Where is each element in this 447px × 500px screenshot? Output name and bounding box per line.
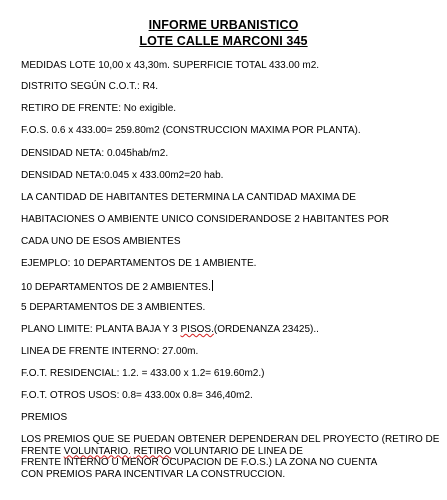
title-line-1: INFORME URBANISTICO	[148, 18, 299, 32]
premios-line-2-e: VOLUNTARIO DE LINEA DE	[171, 445, 303, 457]
inhabitants-line-3: CADA UNO DE ESOS AMBIENTES	[21, 236, 181, 247]
plan-limit-spellcheck-word: PISOS.	[180, 324, 214, 335]
example-line: EJEMPLO: 10 DEPARTAMENTOS DE 1 AMBIENTE.	[21, 258, 257, 269]
front-setback: RETIRO DE FRENTE: No exigible.	[21, 103, 177, 114]
fos-line: F.O.S. 0.6 x 433.00= 259.80m2 (CONSTRUCCION MAXIMA POR PLANTA).	[21, 125, 361, 136]
title-line-2: LOTE CALLE MARCONI 345	[139, 34, 308, 48]
apartments-3-rooms: 5 DEPARTAMENTOS DE 3 AMBIENTES.	[21, 302, 206, 313]
lot-measurements: MEDIDAS LOTE 10,00 x 43,30m. SUPERFICIE TOTAL 433.00 m2.	[21, 60, 320, 71]
premios-line-1: LOS PREMIOS QUE SE PUEDAN OBTENER DEPENDERAN DEL PROYECTO (RETIRO DE	[21, 434, 440, 445]
density-line-2: DENSIDAD NETA:0.045 x 433.00m2=20 hab.	[21, 170, 224, 181]
plan-limit	[21, 324, 319, 336]
plan-limit-text-a: PLANO LIMITE: PLANTA BAJA Y 3	[21, 324, 181, 335]
premios-line-2	[21, 446, 441, 458]
inhabitants-line-1: LA CANTIDAD DE HABITANTES DETERMINA LA CANTIDAD MAXIMA DE	[21, 192, 356, 203]
apartments-2-rooms-text: 10 DEPARTAMENTOS DE 2 AMBIENTES.	[21, 282, 211, 293]
inhabitants-line-2: HABITACIONES O AMBIENTE UNICO CONSIDERANDOSE 2 HABITANTES POR	[21, 214, 390, 225]
fot-other-uses: F.O.T. OTROS USOS: 0.8= 433.00x 0.8= 346,40m2.	[21, 390, 253, 401]
plan-limit-text-c: (ORDENANZA 23425)..	[213, 324, 319, 335]
apartments-2-rooms	[21, 280, 213, 294]
premios-line-3: FRENTE INTERNO U MENOR OCUPACION DE F.O.S.) LA ZONA NO CUENTA	[21, 457, 378, 468]
premios-spellcheck-word-2: RETIRO	[133, 445, 172, 457]
text-cursor	[212, 280, 213, 291]
premios-heading: PREMIOS	[21, 412, 68, 423]
internal-front-line: LINEA DE FRENTE INTERNO: 27.00m.	[21, 346, 199, 357]
district: DISTRITO SEGÚN C.O.T.: R4.	[21, 81, 159, 92]
premios-line-2-a: FRENTE	[21, 445, 64, 457]
density-line-1: DENSIDAD NETA: 0.045hab/m2.	[21, 148, 169, 159]
premios-paragraph	[21, 434, 441, 480]
fot-residential: F.O.T. RESIDENCIAL: 1.2. = 433.00 x 1.2= 619.60m2.)	[21, 368, 265, 379]
premios-spellcheck-word-1: VOLUNTARIO.	[63, 445, 131, 457]
premios-line-4: CON PREMIOS PARA INCENTIVAR LA CONSTRUCCION.	[21, 468, 286, 480]
